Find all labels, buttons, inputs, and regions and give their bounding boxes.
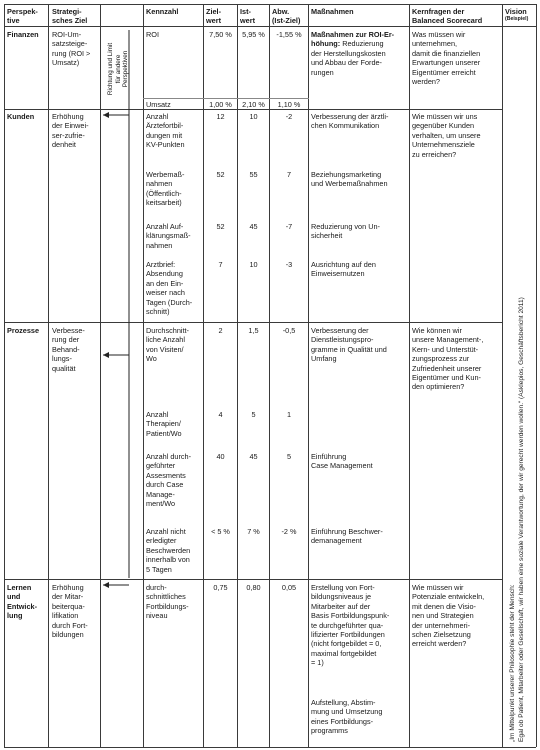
perspective-finanzen: Finanzen [7, 30, 39, 39]
goal-lernen: Erhöhung der Mitar- beiterqua- lifikation durch Fort- bildungen [52, 583, 88, 640]
zielwert-roi: 7,50 % [209, 30, 232, 39]
header-vision: Vision [505, 7, 527, 16]
kennzahl-fortbildungsniveau: durch- schnittliches Fortbildungs- niveau [146, 583, 189, 621]
zielwert-umsatz: 1,00 % [209, 100, 232, 109]
zielwert-aerztefortbildungen: 12 [216, 112, 225, 121]
abw-visiten: -0,5 [282, 326, 296, 335]
massnahme-roi-title: Maßnahmen zur ROI-Er- höhung: [311, 30, 395, 49]
istwert-arztbrief: 10 [249, 260, 258, 269]
massnahme-aerztefortbildungen: Verbesserung der ärztli- chen Kommunikation [311, 112, 389, 131]
zielwert-beschwerden: < 5 % [211, 527, 230, 536]
istwert-beschwerden: 7 % [247, 527, 260, 536]
istwert-werbemassnahmen: 55 [249, 170, 258, 179]
header-kernfragen: Kernfragen der Balanced Scorecard [412, 7, 483, 26]
header-strategisches-ziel: Strategi- sches Ziel [52, 7, 88, 26]
abw-fortbildungsniveau: 0,05 [281, 583, 297, 592]
massnahme-aufklaerung: Reduzierung von Un- sicherheit [311, 222, 380, 241]
istwert-aufklaerung: 45 [249, 222, 258, 231]
istwert-roi: 5,95 % [242, 30, 265, 39]
perspective-prozesse: Prozesse [7, 326, 40, 335]
massnahme-beschwerden: Einführung Beschwer- demanagement [311, 527, 383, 546]
kennzahl-aerztefortbildungen: Anzahl Ärztefortbil- dungen mit KV-Punkten [146, 112, 185, 150]
istwert-therapien: 5 [251, 410, 256, 419]
istwert-aerztefortbildungen: 10 [249, 112, 258, 121]
zielwert-visiten: 2 [218, 326, 223, 335]
abw-beschwerden: -2 % [281, 527, 297, 536]
kennzahl-therapien: Anzahl Therapien/ Patient/Wo [146, 410, 182, 438]
massnahme-roi-text: Reduzierung der Herstellungskosten und Abbau der Forde- rungen [311, 39, 386, 77]
header-istwert: Ist- wert [240, 7, 256, 26]
kennzahl-assesments: Anzahl durch- geführter Assesments durch Case Manage- ment/Wo [146, 452, 192, 509]
kernfrage-kunden: Wie müssen wir uns gegenüber Kunden verhalten, um unsere Unternehmensziele zu erreichen? [412, 112, 481, 159]
abw-therapien: 1 [286, 410, 292, 419]
goal-kunden: Erhöhung der Einwei- ser-zufrie- denheit [52, 112, 89, 150]
abw-umsatz: 1,10 % [277, 100, 301, 109]
kernfrage-finanzen: Was müssen wir unternehmen, damit die finanziellen Erwartungen unserer Eigentümer erreicht werden? [412, 30, 481, 87]
massnahme-werbemassnahmen: Beziehungsmarketing und Werbemaßnahmen [311, 170, 388, 189]
header-kennzahl: Kennzahl [146, 7, 179, 16]
header-massnahmen: Maßnahmen [311, 7, 354, 16]
goal-prozesse: Verbesse- rung der Behand- lungs- qualität [52, 326, 85, 373]
istwert-fortbildungsniveau: 0,80 [246, 583, 261, 592]
kennzahl-visiten: Durchschnitt- liche Anzahl von Visiten/ Wo [146, 326, 189, 364]
massnahme-arztbrief: Ausrichtung auf den Einweisernutzen [311, 260, 376, 279]
abw-aufklaerung: -7 [285, 222, 293, 231]
perspective-lernen: Lernen und Entwick- lung [7, 583, 38, 621]
vision-quote: „Im Mittelpunkt unserer Philosophie steht der Mensch: Egal ob Patient, Mitarbeiter oder Gesellschaft, wir haben eine soziale Verantwortung, der wir gerecht werden wollen.“ (Asklepios, Geschäftsbericht 2011) [509, 297, 525, 742]
perspective-kunden: Kunden [7, 112, 35, 121]
axis-label-richtung: Richtung und Limit für andere Perspektiven [107, 42, 130, 96]
kennzahl-werbemassnahmen: Werbemaß- nahmen (Öffentlich- keitsarbeit) [146, 170, 185, 208]
massnahme-fortbildungsprogramm: Aufstellung, Abstim- mung und Umsetzung eines Fortbildungs- programms [311, 698, 383, 736]
istwert-umsatz: 2,10 % [242, 100, 265, 109]
kernfrage-prozesse: Wie können wir unsere Management-, Kern- und Unterstüt- zungsprozess zur Zufriedenheit unserer Eigentümer und Kun- den optimieren? [412, 326, 484, 392]
zielwert-werbemassnahmen: 52 [216, 170, 225, 179]
massnahme-assesments: Einführung Case Management [311, 452, 373, 471]
kennzahl-roi: ROI [146, 30, 159, 39]
istwert-assesments: 45 [249, 452, 258, 461]
zielwert-assesments: 40 [216, 452, 225, 461]
header-perspektive: Perspek- tive [7, 7, 38, 26]
kennzahl-arztbrief: Arztbrief: Absendung an den Ein- weiser nach Tagen (Durch- schnitt) [146, 260, 193, 317]
header-zielwert: Ziel- wert [206, 7, 222, 26]
zielwert-fortbildungsniveau: 0,75 [213, 583, 228, 592]
istwert-visiten: 1,5 [248, 326, 259, 335]
abw-aerztefortbildungen: -2 [285, 112, 293, 121]
zielwert-aufklaerung: 52 [216, 222, 225, 231]
massnahme-roi [311, 30, 408, 77]
kennzahl-umsatz: Umsatz [146, 100, 171, 109]
massnahme-visiten: Verbesserung der Dienstleistungspro- gramme in Qualität und Umfang [311, 326, 387, 364]
header-abweichung: Abw. (Ist-Ziel) [272, 7, 301, 26]
kennzahl-beschwerden: Anzahl nicht erledigter Beschwerden innerhalb von 5 Tagen [146, 527, 191, 574]
kernfrage-lernen: Wie müssen wir Potenziale entwickeln, mit denen die Visio- nen und Strategien der unternehmeri- schen Zielsetzung erreicht werden? [412, 583, 485, 649]
zielwert-therapien: 4 [218, 410, 223, 419]
header-vision-sub: (Beispiel) [505, 16, 529, 22]
abw-werbemassnahmen: 7 [286, 170, 292, 179]
zielwert-arztbrief: 7 [218, 260, 223, 269]
abw-roi: -1,55 % [276, 30, 302, 39]
goal-finanzen: ROI-Um- satzsteige- rung (ROI > Umsatz) [52, 30, 91, 68]
abw-arztbrief: -3 [285, 260, 293, 269]
kennzahl-aufklaerung: Anzahl Auf- klärungsmaß- nahmen [146, 222, 191, 250]
abw-assesments: 5 [286, 452, 292, 461]
massnahme-fortbildungsniveau: Erstellung von Fort- bildungsniveaus je Mitarbeiter auf der Basis Fortbildungspunk- te durchgeführter qua- lifizierter Fortbildungen (nicht fortgebildet = 0, maximal fortgebildet = 1) [311, 583, 390, 668]
